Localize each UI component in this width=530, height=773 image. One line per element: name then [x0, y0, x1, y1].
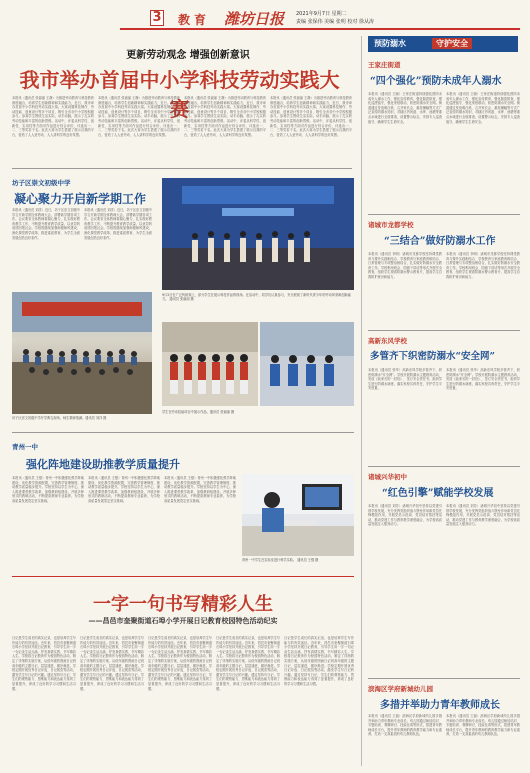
lab-photo-caption: 青州一中学生在实验室进行科学实验。 通讯员 王强 摄	[242, 558, 319, 562]
right-e-title: 多措并举助力青年教师成长	[380, 700, 500, 711]
right-e-body-2: 本报讯（通讯员 王丽）滨海区学府新城幼儿园多措并举助力青年教师专业成长。幼儿园通过师徒结对、专题培训、观摩研讨、技能比赛等形式，搭建青年教师成长平台，提升青年教师的教育教学能力和专业素养，打造一支高素质的幼儿教师队伍。	[446, 714, 520, 737]
column-b-title: 强化阵地建设助推教学质量提升	[26, 458, 180, 471]
right-e-kicker: 滨海区学府新城幼儿园	[368, 685, 433, 693]
bottom-story-body-2: 日记是学生成长的真实记录，也是培养学生写作能力的有效途径。近年来，昌邑市奎聚街道石埠小学坚持开展日记教育，引导学生用一字一句记录生活点滴，抒发真情实感，书写精彩人生。学校将日记教育作为校园特色活动，制定了详细的实施方案，从低年级的图画日记到高年级的主题日记，层层递进，循序渐进。学校定期开展优秀日记评选、日记展览等活动，激发学生写日记的兴趣。通过坚持写日记，学生们的观察能力、思维能力和表达能力得到了显著提升，养成了良好的学习习惯和生活习惯。	[80, 636, 144, 691]
right-d-kicker: 诸城兴华初中	[368, 473, 407, 481]
lab-photo-art	[242, 474, 354, 556]
students-photo-caption: 学生在劳动技能项目中展示作品。通讯员 张丽丽 摄	[162, 410, 235, 414]
column-b-body-1: 本报讯（通讯员 王强）青州一中积极强化教学阵地建设，优化教学资源配置，完善教学管理制度，推动教学质量稳步提升。学校坚持以学生为中心，深入推进课堂教学改革，加强教研组建设，开展多种形式的教研活动，不断提高教师专业素养，为学校高质量发展奠定坚实基础。	[12, 476, 84, 503]
right-d-body-2: 本报讯（通讯员 刘芳）诸城兴华初中坚持以党建引领学校发展，充分发挥党组织战斗堡垒作用和党员先锋模范作用，开展党员示范岗、党员结对帮扶等活动，推动党建工作与教育教学深度融合，为学校高质量发展注入强劲动力。	[446, 504, 520, 527]
right-c-body-2: 本报讯（通讯员 张华）高新东风学校多管齐下，织密防溺水“安全网”。学校开展防溺水主题教育活动，发放《致家长的一封信》，签订安全责任书，组织学生进行防溺水演练，落实家校共育责任，守护学生平安度夏。	[446, 368, 520, 391]
right-b-body-2: 本报讯（通讯员 李明）诸城市龙都学校坚持课堂教育与课外实践相结合、学校教育与家庭教育相结合、日常管理与专项整治相结合，扎实做好防溺水安全教育工作。学校利用班会、国旗下讲话等形式开展安全教育，组织学生观看防溺水警示教育片，提高学生自我防护意识和能力。	[446, 252, 520, 279]
right-banner-label-1: 预防溺水	[374, 39, 406, 48]
column-a-body-2: 本报讯（通讯员 刘洋）近日，坊子区崇文初级中学召开新学期全体教师大会，部署新学期各项工作。会议要求全体教师要凝心聚力，扎实做好教育教学工作，不断提升教育教学质量，以优异的成绩回报社会。学校将继续加强师德师风建设，深化课堂教学改革，推进素质教育，为学生全面发展创造良好条件。	[84, 208, 152, 240]
right-a-body-1: 本报讯（通讯员 王晓）王家庄街道持续强化预防未成年人溺水工作，强化宣传教育，强化隐患排查，强化巡逻值守，强化家校联动，织密防溺水安全网。街道通过发放明白纸、召开家长会、悬挂横幅等方式广泛宣传防溺水知识，对辖区内河道、水库、池塘等重点水域进行全面排查，设置警示标志，安排专人巡查值守，确保学生生命安全。	[368, 92, 442, 124]
main-event-photo	[162, 178, 354, 290]
right-divider-4	[368, 678, 520, 679]
top-story-body-4: 本报讯（通讯员 张丽丽 王静）为推进劳动教育与科技教育深度融合，培养学生创新精神和实践能力，近日，我市举办首届中小学科技劳动实践大赛。大赛设置科技制作、劳动技能、创意设计等多个项目，吸引全市各中小学校积极参与。参赛学生围绕生活实际，动手动脑，展示了扎实的劳动技能和丰富的创新思维。活动中，评委从科学性、创新性、实用性等方面对作品进行综合评价，评选出一、二、三等奖若干名。此次大赛为学生搭建了展示自我的平台，营造了人人爱劳动、人人讲科学的良好氛围。	[270, 96, 352, 137]
lab-photo	[242, 474, 354, 556]
right-b-title: “三结合”做好防溺水工作	[384, 236, 496, 247]
newspaper-logo: 潍坊日报	[224, 10, 285, 28]
right-e-body-1: 本报讯（通讯员 王丽）滨海区学府新城幼儿园多措并举助力青年教师专业成长。幼儿园通过师徒结对、专题培训、观摩研讨、技能比赛等形式，搭建青年教师成长平台，提升青年教师的教育教学能力和专业素养，打造一支高素质的幼儿教师队伍。	[368, 714, 442, 737]
right-column-divider	[361, 36, 362, 766]
right-divider-3	[368, 466, 520, 467]
right-d-title: “红色引擎”赋能学校发展	[382, 488, 494, 499]
top-story-body-3: 本报讯（通讯员 张丽丽 王静）为推进劳动教育与科技教育深度融合，培养学生创新精神和实践能力，近日，我市举办首届中小学科技劳动实践大赛。大赛设置科技制作、劳动技能、创意设计等多个项目，吸引全市各中小学校积极参与。参赛学生围绕生活实际，动手动脑，展示了扎实的劳动技能和丰富的创新思维。活动中，评委从科学性、创新性、实用性等方面对作品进行综合评价，评选出一、二、三等奖若干名。此次大赛为学生搭建了展示自我的平台，营造了人人爱劳动、人人讲科学的良好氛围。	[184, 96, 266, 137]
students-photo-2-art	[260, 322, 354, 406]
bottom-story-subtitle: ——昌邑市奎聚街道石埠小学开展日记教育校园特色活动纪实	[88, 617, 278, 625]
right-a-body-2: 本报讯（通讯员 王晓）王家庄街道持续强化预防未成年人溺水工作，强化宣传教育，强化隐患排查，强化巡逻值守，强化家校联动，织密防溺水安全网。街道通过发放明白纸、召开家长会、悬挂横幅等方式广泛宣传防溺水知识，对辖区内河道、水库、池塘等重点水域进行全面排查，设置警示标志，安排专人巡查值守，确保学生生命安全。	[446, 92, 520, 124]
right-divider-2	[368, 330, 520, 331]
issue-editors: 责编 张保伟 美编 张明 校对 徐从涛	[296, 19, 374, 25]
bottom-story-title: 一字一句书写精彩人生	[93, 594, 273, 615]
bottom-story-body-1: 日记是学生成长的真实记录，也是培养学生写作能力的有效途径。近年来，昌邑市奎聚街道石埠小学坚持开展日记教育，引导学生用一字一句记录生活点滴，抒发真情实感，书写精彩人生。学校将日记教育作为校园特色活动，制定了详细的实施方案，从低年级的图画日记到高年级的主题日记，层层递进，循序渐进。学校定期开展优秀日记评选、日记展览等活动，激发学生写日记的兴趣。通过坚持写日记，学生们的观察能力、思维能力和表达能力得到了显著提升，养成了良好的学习习惯和生活习惯。	[12, 636, 76, 691]
column-a-kicker: 坊子区崇文初级中学	[12, 179, 71, 187]
top-story-title: 我市举办首届中小学科技劳动实践大赛	[19, 68, 340, 121]
right-divider-1	[368, 214, 520, 215]
bottom-section-rule	[12, 576, 354, 577]
column-a-title: 凝心聚力开启新学期工作	[14, 192, 147, 206]
column-b-body-2: 本报讯（通讯员 王强）青州一中积极强化教学阵地建设，优化教学资源配置，完善教学管理制度，推动教学质量稳步提升。学校坚持以学生为中心，深入推进课堂教学改革，加强教研组建设，开展多种形式的教研活动，不断提高教师专业素养，为学校高质量发展奠定坚实基础。	[88, 476, 160, 503]
bottom-story-body-3: 日记是学生成长的真实记录，也是培养学生写作能力的有效途径。近年来，昌邑市奎聚街道石埠小学坚持开展日记教育，引导学生用一字一句记录生活点滴，抒发真情实感，书写精彩人生。学校将日记教育作为校园特色活动，制定了详细的实施方案，从低年级的图画日记到高年级的主题日记，层层递进，循序渐进。学校定期开展优秀日记评选、日记展览等活动，激发学生写日记的兴趣。通过坚持写日记，学生们的观察能力、思维能力和表达能力得到了显著提升，养成了良好的学习习惯和生活习惯。	[148, 636, 212, 691]
page-number: 3	[150, 10, 164, 26]
students-photo-1	[162, 322, 258, 406]
right-d-body-1: 本报讯（通讯员 刘芳）诸城兴华初中坚持以党建引领学校发展，充分发挥党组织战斗堡垒作用和党员先锋模范作用，开展党员示范岗、党员结对帮扶等活动，推动党建工作与教育教学深度融合，为学校高质量发展注入强劲动力。	[368, 504, 442, 527]
main-event-photo-art	[162, 178, 354, 290]
right-c-body-1: 本报讯（通讯员 张华）高新东风学校多管齐下，织密防溺水“安全网”。学校开展防溺水主题教育活动，发放《致家长的一封信》，签订安全责任书，组织学生进行防溺水演练，落实家校共育责任，守护学生平安度夏。	[368, 368, 442, 391]
top-story-divider	[12, 168, 352, 169]
section-name: 教育	[178, 13, 211, 27]
students-photo-2	[260, 322, 354, 406]
column-a-photo-caption: 坊子区崇文初级中学开学典礼现场，师生精神饱满。通讯员 刘洋 摄	[12, 416, 107, 420]
issue-date: 2021年9月7日 星期二	[296, 11, 347, 17]
top-story-subtitle: 更新劳动观念 增强创新意识	[126, 50, 250, 61]
right-banner-label-2: 守护安全	[432, 38, 472, 49]
column-b-kicker: 青州一中	[12, 443, 38, 451]
right-b-kicker: 诸城市龙都学校	[368, 221, 414, 229]
top-story-body-2: 本报讯（通讯员 张丽丽 王静）为推进劳动教育与科技教育深度融合，培养学生创新精神和实践能力，近日，我市举办首届中小学科技劳动实践大赛。大赛设置科技制作、劳动技能、创意设计等多个项目，吸引全市各中小学校积极参与。参赛学生围绕生活实际，动手动脑，展示了扎实的劳动技能和丰富的创新思维。活动中，评委从科学性、创新性、实用性等方面对作品进行综合评价，评选出一、二、三等奖若干名。此次大赛为学生搭建了展示自我的平台，营造了人人爱劳动、人人讲科学的良好氛围。	[98, 96, 180, 137]
column-a-photo	[12, 292, 152, 414]
header-rule	[120, 28, 520, 30]
right-c-kicker: 高新东风学校	[368, 337, 407, 345]
right-b-body-1: 本报讯（通讯员 李明）诸城市龙都学校坚持课堂教育与课外实践相结合、学校教育与家庭教育相结合、日常管理与专项整治相结合，扎实做好防溺水安全教育工作。学校利用班会、国旗下讲话等形式开展安全教育，组织学生观看防溺水警示教育片，提高学生自我防护意识和能力。	[368, 252, 442, 279]
right-a-title: “四个强化”预防未成年人溺水	[370, 76, 502, 87]
right-a-kicker: 王家庄街道	[368, 61, 401, 69]
main-photo-caption: 9月2日在广泛传统赛上，部分学生在展示科技作品的现场。在活动中，同学们认真参与，充分展现了新时代青少年的劳动风采和创新能力。 通讯员 张丽丽 摄	[162, 293, 351, 302]
bottom-story-body-5: 日记是学生成长的真实记录，也是培养学生写作能力的有效途径。近年来，昌邑市奎聚街道石埠小学坚持开展日记教育，引导学生用一字一句记录生活点滴，抒发真情实感，书写精彩人生。学校将日记教育作为校园特色活动，制定了详细的实施方案，从低年级的图画日记到高年级的主题日记，层层递进，循序渐进。学校定期开展优秀日记评选、日记展览等活动，激发学生写日记的兴趣。通过坚持写日记，学生们的观察能力、思维能力和表达能力得到了显著提升，养成了良好的学习习惯和生活习惯。	[284, 636, 354, 686]
middle-divider	[12, 432, 354, 433]
column-b-body-3: 本报讯（通讯员 王强）青州一中积极强化教学阵地建设，优化教学资源配置，完善教学管理制度，推动教学质量稳步提升。学校坚持以学生为中心，深入推进课堂教学改革，加强教研组建设，开展多种形式的教研活动，不断提高教师专业素养，为学校高质量发展奠定坚实基础。	[164, 476, 236, 503]
column-a-photo-art	[12, 292, 152, 414]
right-c-title: 多管齐下织密防溺水“安全网”	[370, 351, 495, 362]
top-story-body-1: 本报讯（通讯员 张丽丽 王静）为推进劳动教育与科技教育深度融合，培养学生创新精神和实践能力，近日，我市举办首届中小学科技劳动实践大赛。大赛设置科技制作、劳动技能、创意设计等多个项目，吸引全市各中小学校积极参与。参赛学生围绕生活实际，动手动脑，展示了扎实的劳动技能和丰富的创新思维。活动中，评委从科学性、创新性、实用性等方面对作品进行综合评价，评选出一、二、三等奖若干名。此次大赛为学生搭建了展示自我的平台，营造了人人爱劳动、人人讲科学的良好氛围。	[12, 96, 94, 137]
column-a-body-1: 本报讯（通讯员 刘洋）近日，坊子区崇文初级中学召开新学期全体教师大会，部署新学期各项工作。会议要求全体教师要凝心聚力，扎实做好教育教学工作，不断提升教育教学质量，以优异的成绩回报社会。学校将继续加强师德师风建设，深化课堂教学改革，推进素质教育，为学生全面发展创造良好条件。	[12, 208, 80, 240]
bottom-story-body-4: 日记是学生成长的真实记录，也是培养学生写作能力的有效途径。近年来，昌邑市奎聚街道石埠小学坚持开展日记教育，引导学生用一字一句记录生活点滴，抒发真情实感，书写精彩人生。学校将日记教育作为校园特色活动，制定了详细的实施方案，从低年级的图画日记到高年级的主题日记，层层递进，循序渐进。学校定期开展优秀日记评选、日记展览等活动，激发学生写日记的兴趣。通过坚持写日记，学生们的观察能力、思维能力和表达能力得到了显著提升，养成了良好的学习习惯和生活习惯。	[216, 636, 280, 691]
students-photo-1-art	[162, 322, 258, 406]
